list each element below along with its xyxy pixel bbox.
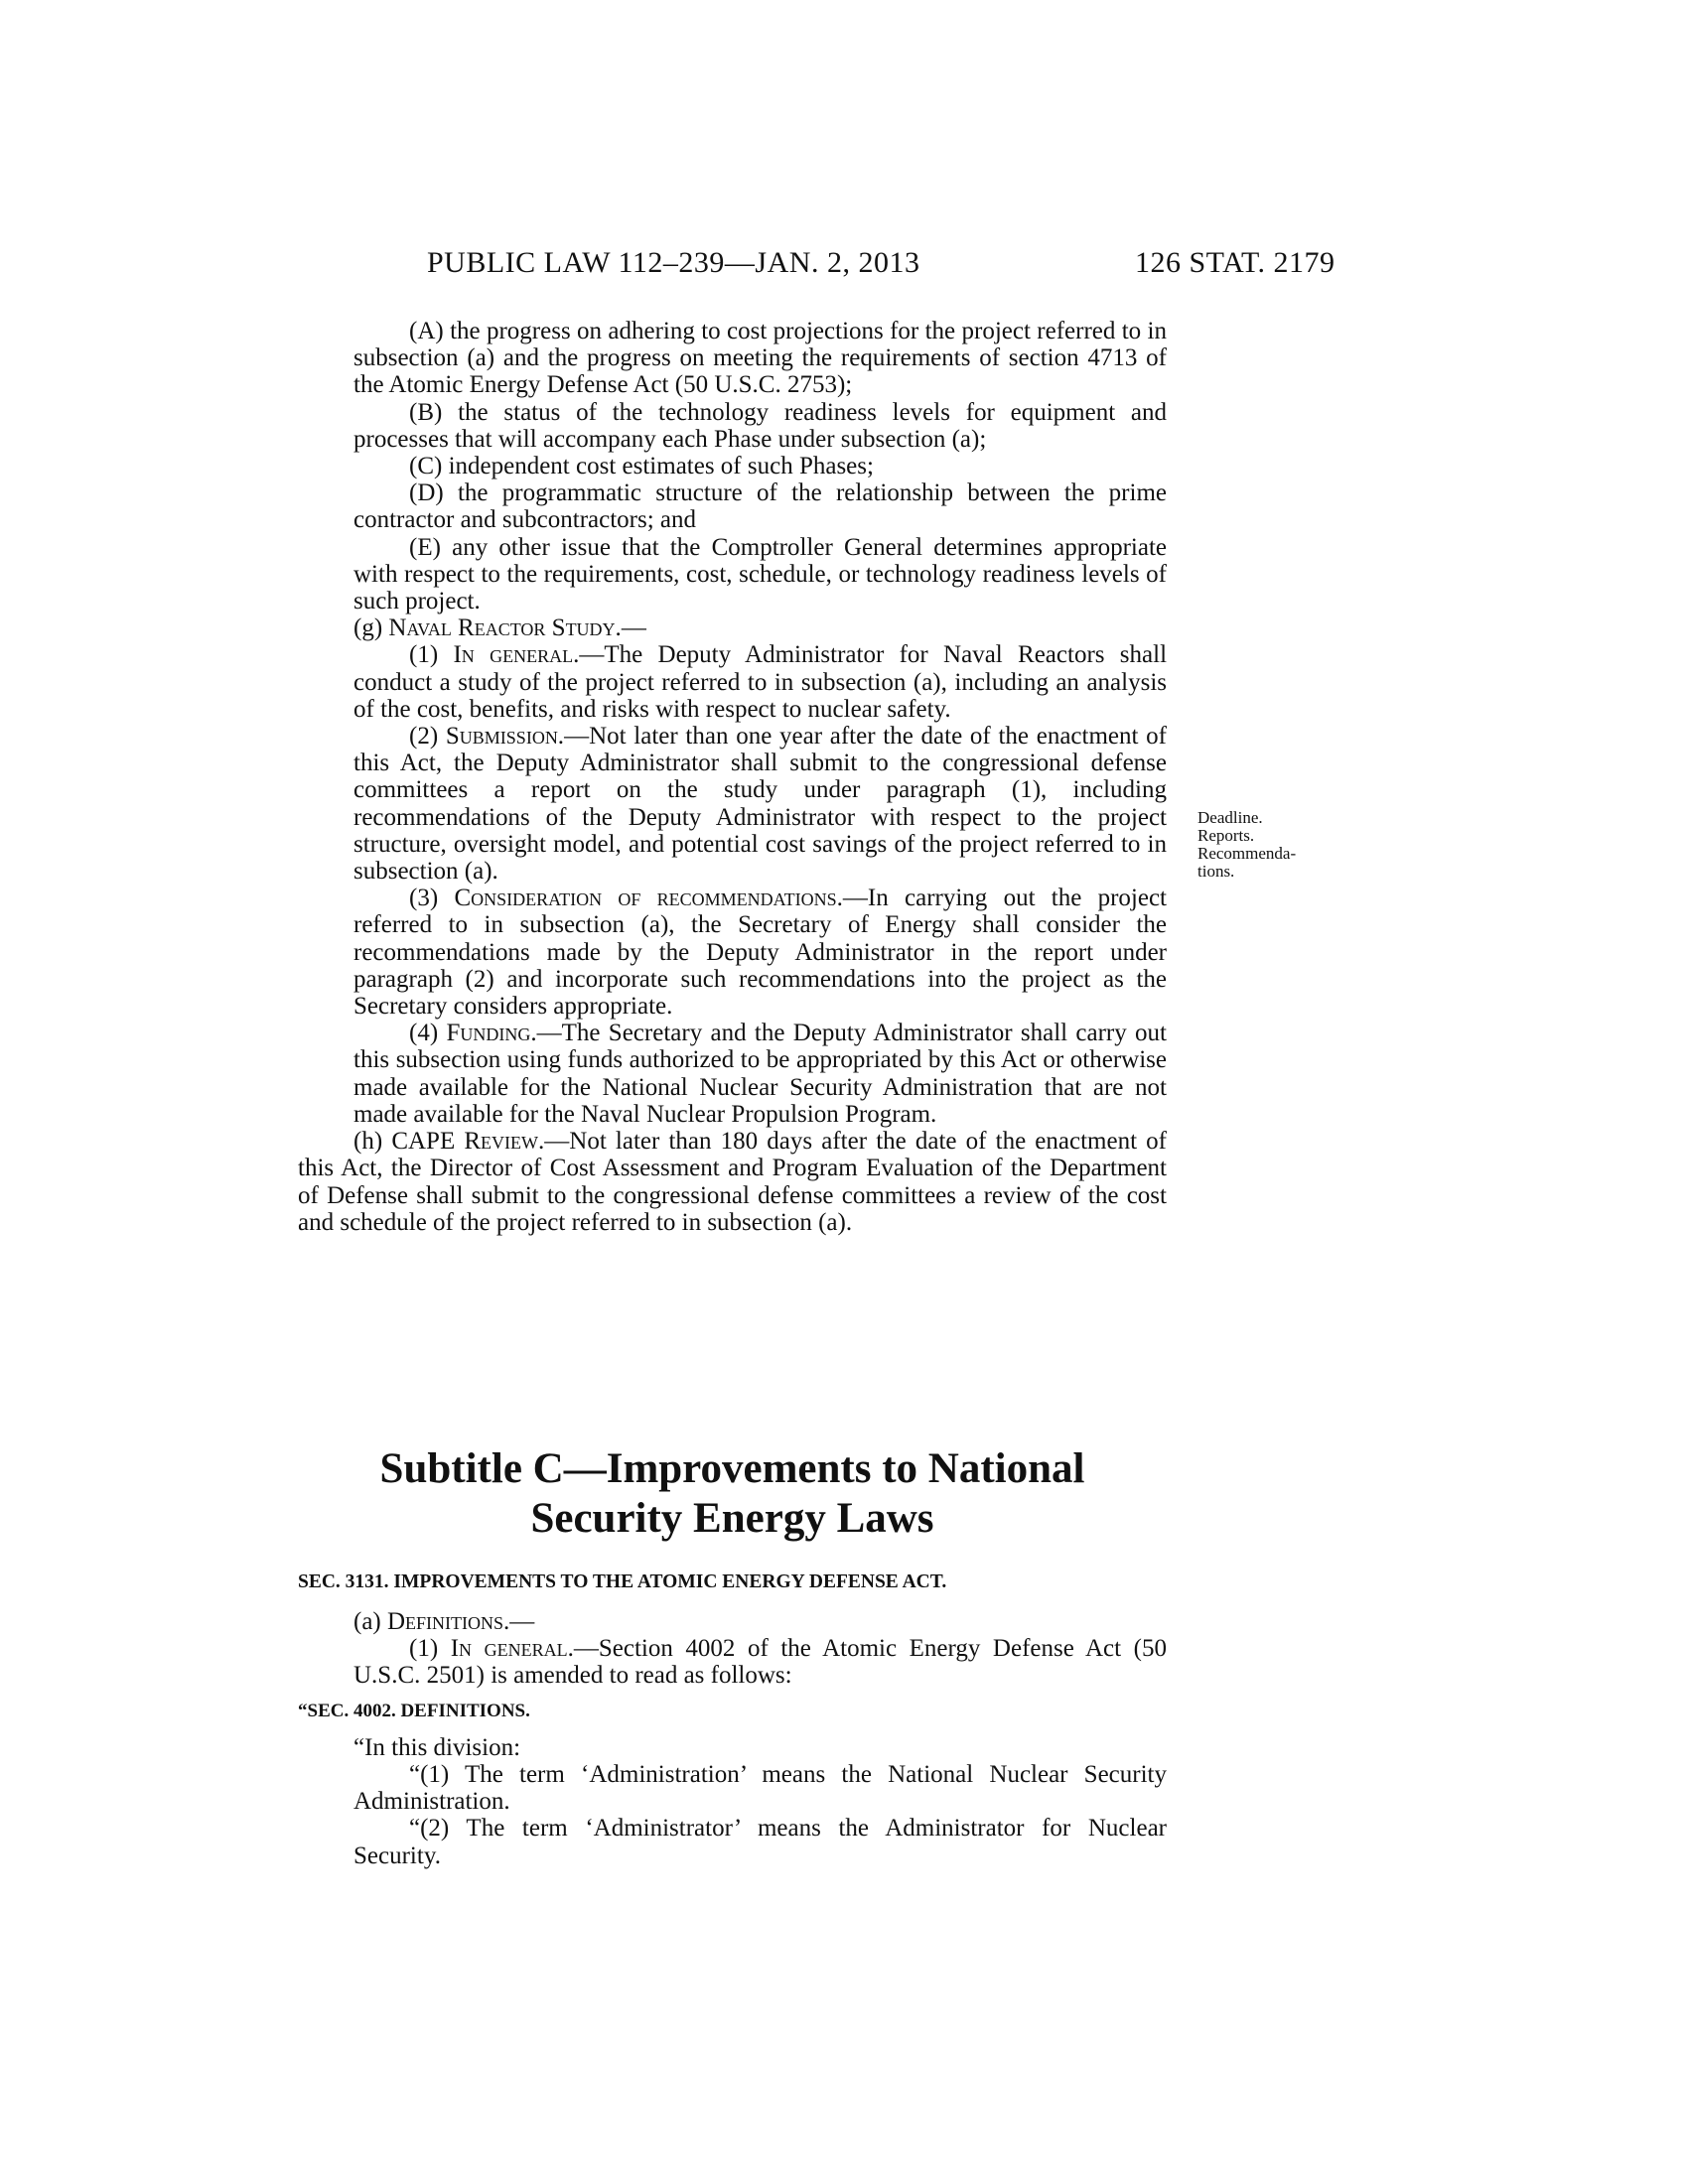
definition-1: “(1) The term ‘Administration’ means the National Nuclear Security Administration. — [353, 1761, 1167, 1816]
subsection-h: (h) CAPE Review.—Not later than 180 days after the date of the enactment of this Act, the Director of Cost Assessment and Program Evaluation of the Department of Defense shall submit to the congressional defense committees a review of the cost and schedule of the project referred to in subsection (a). — [298, 1128, 1167, 1236]
margin-note-line: Deadline. — [1197, 808, 1263, 827]
running-header-stat-page: 126 STAT. 2179 — [1135, 246, 1336, 279]
subtitle-line-2: Security Energy Laws — [530, 1495, 934, 1542]
paragraph-a-1: (1) In general.—Section 4002 of the Atomic Energy Defense Act (50 U.S.C. 2501) is amended to read as follows: — [353, 1635, 1167, 1690]
paragraph-f-E: (E) any other issue that the Comptroller General determines appropriate with respect to the requirements, cost, schedule, or technology readiness levels of such project. — [353, 533, 1167, 615]
quoted-intro: “In this division: — [353, 1733, 521, 1761]
running-header-law: PUBLIC LAW 112–239—JAN. 2, 2013 — [427, 246, 920, 279]
paragraph-g-2: (2) Submission.—Not later than one year after the date of the enactment of this Act, the Deputy Administrator shall submit to the congressional defense committees a report on the study under paragraph (1), including recommendations of the Deputy Administrator with respect to the project structure, oversight model, and potential cost savings of the project referred to in subsection (a). — [353, 723, 1168, 886]
margin-note-line: Recommenda- — [1197, 844, 1297, 863]
subtitle-line-1: Subtitle C—Improvements to National — [379, 1445, 1085, 1492]
paragraph-f-B: (B) the status of the technology readiness levels for equipment and processes that will accompany each Phase under subsection (a); — [353, 398, 1167, 453]
subsection-a-heading: (a) Definitions.— — [353, 1608, 535, 1635]
text-column-upper — [298, 318, 1167, 1236]
paragraph-g-1: (1) In general.—The Deputy Administrator for Naval Reactors shall conduct a study of the project referred to in subsection (a), including an analysis of the cost, benefits, and risks with respect to nuclear safety. — [353, 641, 1168, 723]
paragraph-f-C: (C) independent cost estimates of such Phases; — [409, 453, 874, 480]
margin-note-line: Reports. — [1197, 826, 1255, 845]
text-column-lower — [298, 1608, 1167, 1869]
margin-note-line: tions. — [1197, 862, 1235, 881]
paragraph-g-4: (4) Funding.—The Secretary and the Deputy Administrator shall carry out this subsection using funds authorized to be appropriated by this Act or otherwise made available for the National Nuclear Security Administration that are not made available for the Naval Nuclear Propulsion Program. — [353, 1020, 1167, 1128]
paragraph-f-D: (D) the programmatic structure of the relationship between the prime contractor and subcontractors; and — [353, 479, 1167, 534]
subsection-g-heading: (g) Naval Reactor Study.— — [353, 614, 646, 642]
paragraph-g-3: (3) Consideration of recommendations.—In carrying out the project referred to in subsection (a), the Secretary of Energy shall consider the recommendations made by the Deputy Administrator in the report under paragraph (2) and incorporate such recommendations into the project as the Secretary considers appropriate. — [353, 885, 1168, 1021]
subtitle-heading — [298, 1444, 1167, 1544]
section-heading: SEC. 3131. IMPROVEMENTS TO THE ATOMIC ENERGY DEFENSE ACT. — [298, 1571, 947, 1592]
quoted-section-heading: “SEC. 4002. DEFINITIONS. — [298, 1700, 530, 1721]
margin-note — [1197, 809, 1296, 881]
definition-2: “(2) The term ‘Administrator’ means the Administrator for Nuclear Security. — [353, 1815, 1167, 1869]
paragraph-f-A: (A) the progress on adhering to cost projections for the project referred to in subsection (a) and the progress on meeting the requirements of section 4713 of the Atomic Energy Defense Act (50 U.S.C. 2753); — [353, 318, 1167, 399]
